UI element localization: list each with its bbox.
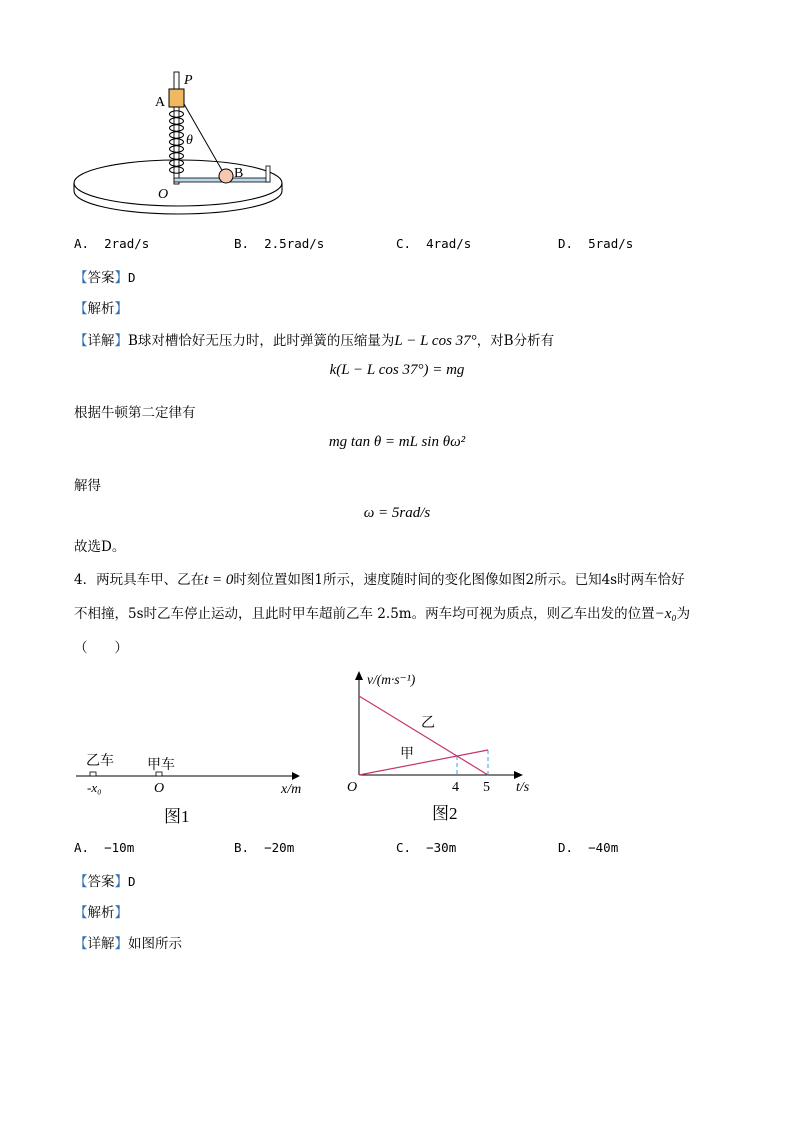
label-x-axis: x/m [281, 782, 302, 797]
q4-stem-line-2: 不相撞，5s时乙车停止运动，且此时甲车超前乙车 2.5m。两车均可视为质点，则乙车出发的位置−x₀为 [74, 606, 691, 622]
label-a: A [155, 95, 166, 110]
q3-solve-text: 解得 [74, 478, 101, 494]
label-yi-car: 乙车 [86, 754, 114, 769]
q3-answer: 【答案】D [74, 270, 136, 286]
q4-analysis-tag: 【解析】 [74, 905, 128, 921]
q3-option-b: B. 2.5rad/s [234, 236, 325, 251]
label-xlabel: t/s [516, 780, 530, 795]
label-o: O [158, 187, 169, 202]
label-p: P [184, 73, 193, 88]
q4-option-a: A. −10m [74, 840, 135, 855]
q3-option-d: D. 5rad/s [558, 236, 634, 251]
figure-1 [70, 740, 320, 830]
tick-4: 4 [452, 780, 459, 795]
label-theta: θ [186, 133, 193, 148]
q4-option-d: D. −40m [558, 840, 619, 855]
q3-equation-2: mg tan θ = mL sin θω² [328, 434, 466, 450]
q3-equation-3: ω = 5rad/s [363, 505, 431, 521]
label-yi-line: 乙 [421, 716, 435, 731]
figure-2-vt-graph [340, 664, 540, 824]
rotating-disk-figure [60, 62, 300, 222]
q4-option-b: B. −20m [234, 840, 295, 855]
tick-5: 5 [483, 780, 490, 795]
label-x0: -x₀ [87, 780, 102, 795]
q3-option-c: C. 4rad/s [396, 236, 472, 251]
q4-option-c: C. −30m [396, 840, 457, 855]
q3-detail: 【详解】B球对槽恰好无压力时，此时弹簧的压缩量为L − L cos 37°，对B分析有 [74, 333, 555, 349]
label-ylabel: v/(m·s⁻¹) [367, 672, 416, 687]
q4-detail: 【详解】如图所示 [74, 936, 182, 952]
label-jia-line: 甲 [400, 747, 414, 762]
q3-equation-1: k(L − L cos 37°) = mg [329, 362, 465, 378]
label-o-fig2: O [347, 780, 358, 795]
q4-answer: 【答案】D [74, 874, 136, 890]
caption-fig2: 图2 [432, 804, 458, 823]
q4-stem-line-1: 4．两玩具车甲、乙在t = 0时刻位置如图1所示，速度随时间的变化图像如图2所示。已知4s时两车恰好 [74, 572, 685, 588]
label-o-fig1: O [154, 781, 165, 796]
q3-conclusion: 故选D。 [74, 539, 126, 555]
label-b: B [234, 166, 244, 181]
caption-fig1: 图1 [164, 807, 190, 826]
q3-option-a: A. 2rad/s [74, 236, 150, 251]
q3-analysis-tag: 【解析】 [74, 301, 128, 317]
q4-stem-line-3: （ ） [74, 640, 128, 656]
q3-newton-text: 根据牛顿第二定律有 [74, 405, 196, 421]
label-jia-car: 甲车 [147, 758, 175, 773]
